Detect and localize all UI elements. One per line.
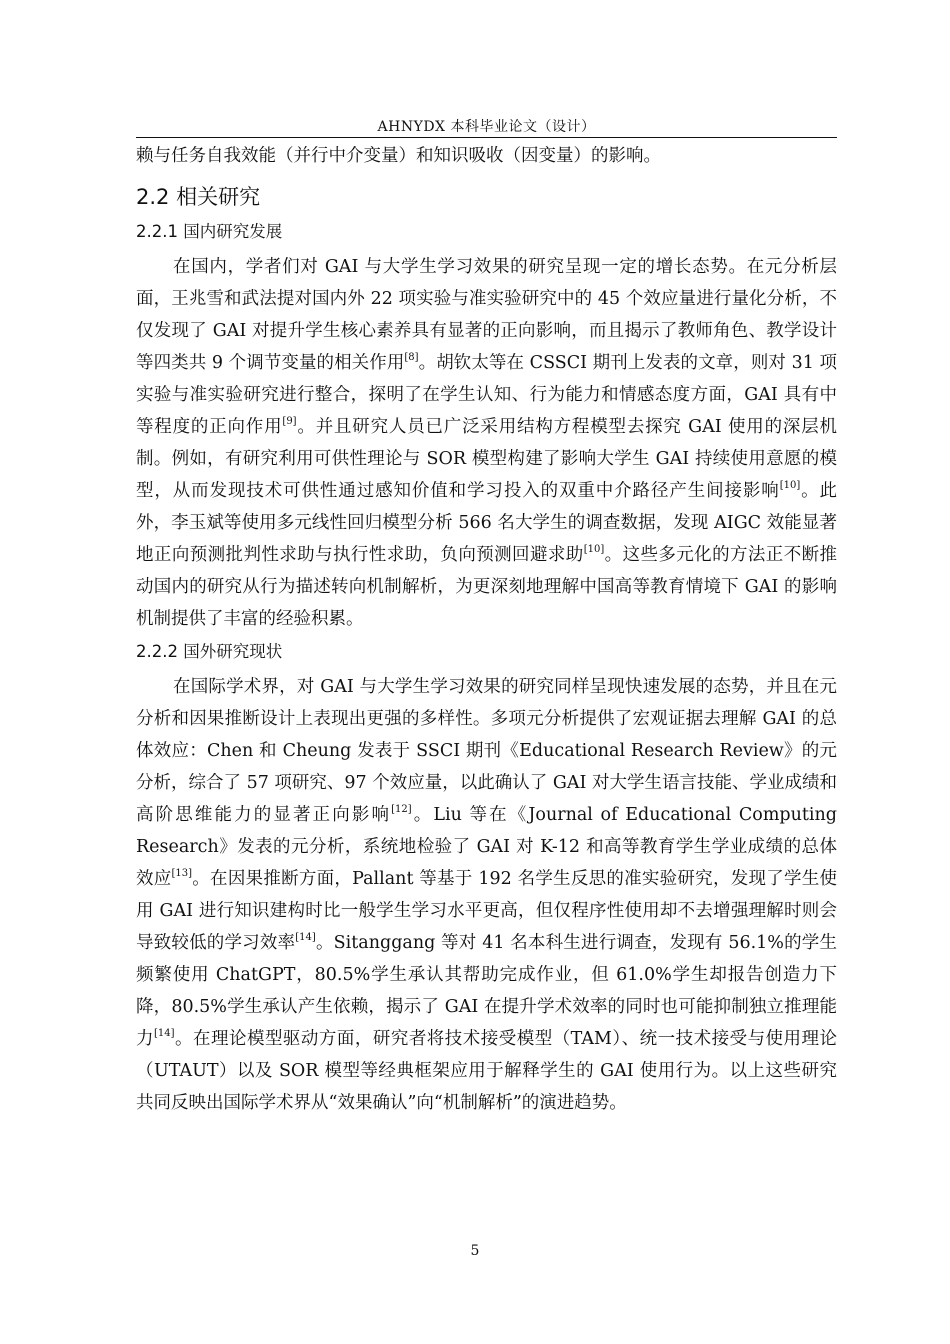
text-run: 在国内，学者们对 GAI 与大学生学习效果的研究呈现一定的增长态势。在元分析层面，王兆雪和武法提对国内外 22 项实验与准实验研究中的 45 个效应量进行量化分析，不仅发现了 GAI 对提升学生核心素养具有显著的正向影响，而且揭示了教师角色、教学设计等四类共 9 个调节变量的相关作用: [136, 257, 837, 373]
domestic-paragraph: [136, 251, 837, 635]
text-run: 。并且研究人员已广泛采用结构方程模型去探究 GAI 使用的深层机制。例如，有研究利用可供性理论与 SOR 模型构建了影响大学生 GAI 持续使用意愿的模型，从而发现技术可供性通过感知价值和学习投入的双重中介路径产生间接影响: [136, 417, 838, 501]
citation-ref: [12]: [391, 804, 412, 815]
subsection-heading-international: 2.2.2 国外研究现状: [136, 642, 283, 661]
citation-ref: [13]: [171, 868, 193, 879]
continued-paragraph: 赖与任务自我效能（并行中介变量）和知识吸收（因变量）的影响。: [136, 146, 661, 166]
international-paragraph: [136, 671, 837, 1119]
text-run: 。这些多元化的方法正不断推动国内的研究从行为描述转向机制解析，为更深刻地理解中国高等教育情境下 GAI 的影响机制提供了丰富的经验积累。: [136, 545, 838, 629]
text-run: 。Liu 等在《Journal of Educational Computing Research》发表的元分析，系统地检验了 GAI 对 K-12 和高等教育学生学业成绩的总体效应: [136, 805, 837, 889]
citation-ref: [10]: [779, 480, 801, 491]
citation-ref: [14]: [295, 932, 316, 943]
citation-ref: [14]: [154, 1028, 175, 1039]
running-header: AHNYDX 本科毕业论文（设计）: [377, 119, 596, 135]
citation-ref: [10]: [583, 544, 605, 555]
section-heading: 2.2 相关研究: [136, 185, 261, 209]
page-number: 5: [470, 1243, 480, 1259]
header-rule: [136, 137, 837, 138]
citation-ref: [9]: [282, 416, 297, 427]
text-run: 。Sitanggang 等对 41 名本科生进行调查，发现有 56.1%的学生频繁使用 ChatGPT，80.5%学生承认其帮助完成作业，但 61.0%学生却报告创造力下降，80.5%学生承认产生依赖，揭示了 GAI 在提升学术效率的同时也可能抑制独立推理能力: [136, 933, 837, 1049]
text-run: 。胡钦太等在 CSSCI 期刊上发表的文章，则对 31 项实验与准实验研究进行整合，探明了在学生认知、行为能力和情感态度方面，GAI 具有中等程度的正向作用: [136, 353, 837, 437]
page-body: [136, 140, 837, 1119]
text-run: 。在因果推断方面，Pallant 等基于 192 名学生反思的准实验研究，发现了学生使用 GAI 进行知识建构时比一般学生学习水平更高，但仅程序性使用却不去增强理解时则会导致较低的学习效率: [136, 869, 837, 953]
text-run: 。此外，李玉斌等使用多元线性回归模型分析 566 名大学生的调查数据，发现 AIGC 效能显著地正向预测批判性求助与执行性求助，负向预测回避求助: [136, 481, 838, 565]
subsection-heading-domestic: 2.2.1 国内研究发展: [136, 222, 283, 241]
citation-ref: [8]: [404, 352, 419, 363]
text-run: 。在理论模型驱动方面，研究者将技术接受模型（TAM）、统一技术接受与使用理论（UTAUT）以及 SOR 模型等经典框架应用于解释学生的 GAI 使用行为。以上这些研究共同反映出国际学术界从“效果确认”向“机制解析”的演进趋势。: [136, 1029, 838, 1113]
text-run: 在国际学术界，对 GAI 与大学生学习效果的研究同样呈现快速发展的态势，并且在元分析和因果推断设计上表现出更强的多样性。多项元分析提供了宏观证据去理解 GAI 的总体效应：Chen 和 Cheung 发表于 SSCI 期刊《Educational Research Review》的元分析，综合了 57 项研究、97 个效应量，以此确认了 GAI 对大学生语言技能、学业成绩和高阶思维能力的显著正向影响: [136, 677, 837, 825]
